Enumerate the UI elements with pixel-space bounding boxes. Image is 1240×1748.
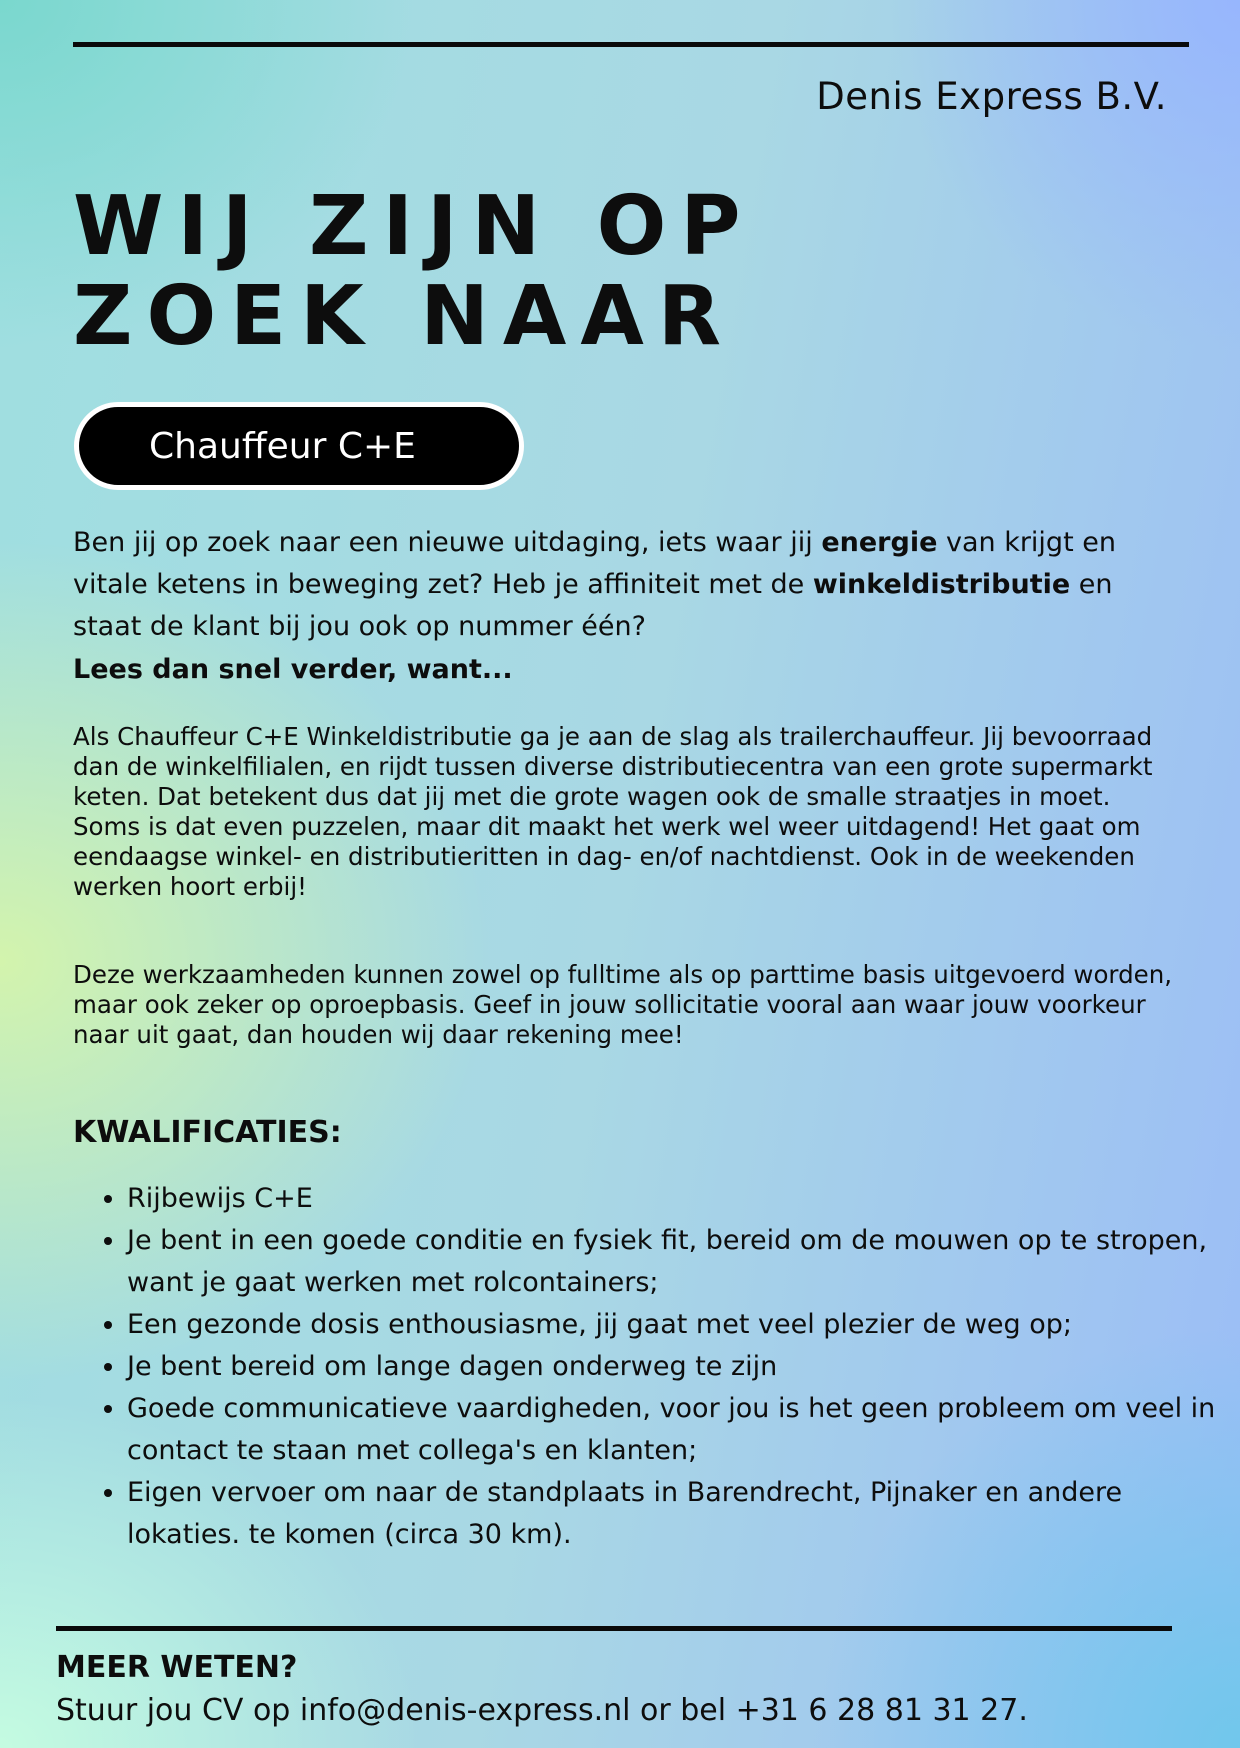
intro-highlight-energie: energie (821, 527, 938, 558)
contact-text: Stuur jou CV op info@denis-express.nl or bel +31 6 28 81 31 27. (56, 1693, 1028, 1728)
intro-text-3: en staat de klant bij jou ook op nummer één? (73, 569, 1113, 642)
list-item: • Goede communicatieve vaardigheden, voor jou is het geen probleem om veel in contact te staan met collega's en klanten; (127, 1388, 1217, 1472)
list-item: • Je bent bereid om lange dagen onderweg te zijn (127, 1346, 1217, 1388)
intro-text-1: Ben jij op zoek naar een nieuwe uitdaging, iets waar jij (73, 527, 822, 558)
job-description-paragraph: Als Chauffeur C+E Winkeldistributie ga je aan de slag als trailerchauffeur. Jij bevoorraad dan de winkelfilialen, en rijdt tussen diverse distributiecentra van een grote supermarkt keten. Dat betekent dus dat jij met die grote wagen ook de smalle straatjes in moet. Soms is dat even puzzelen, maar dit maakt het werk wel weer uitdagend! Het gaat om eendaagse winkel- en distributieritten in dag- en/of nachtdienst. Ook in de weekenden werken hoort erbij! (73, 722, 1153, 901)
intro-call-to-action: Lees dan snel verder, want... (73, 654, 513, 685)
list-item: • Rijbewijs C+E (127, 1178, 1217, 1220)
headline-line-2: ZOEK NAAR (73, 269, 735, 364)
job-title-badge (74, 402, 524, 490)
contact-heading: MEER WETEN? (56, 1650, 298, 1685)
headline (73, 179, 755, 364)
bottom-divider (56, 1626, 1172, 1631)
intro-text-2: van krijgt en vitale ketens in beweging zet? Heb je affiniteit met de (73, 527, 1116, 600)
intro-highlight-winkeldistributie: winkeldistributie (812, 569, 1071, 600)
list-item: • Een gezonde dosis enthousiasme, jij gaat met veel plezier de weg op; (127, 1304, 1217, 1346)
job-title: Chauffeur C+E (149, 425, 416, 467)
list-item: • Je bent in een goede conditie en fysiek fit, bereid om de mouwen op te stropen, want je gaat werken met rolcontainers; (127, 1220, 1217, 1304)
intro-paragraph (73, 522, 1183, 692)
qualifications-heading: KWALIFICATIES: (73, 1115, 342, 1150)
list-item: • Eigen vervoer om naar de standplaats in Barendrecht, Pijnaker en andere lokaties. te komen (circa 30 km). (127, 1472, 1217, 1556)
qualifications-list (73, 1178, 1217, 1556)
work-hours-paragraph: Deze werkzaamheden kunnen zowel op fulltime als op parttime basis uitgevoerd worden, maar ook zeker op oproepbasis. Geef in jouw sollicitatie vooral aan waar jouw voorkeur naar uit gaat, dan houden wij daar rekening mee! (73, 960, 1173, 1049)
headline-line-1: WIJ ZIJN OP (73, 179, 755, 274)
company-name: Denis Express B.V. (816, 75, 1167, 118)
top-divider (73, 42, 1189, 47)
